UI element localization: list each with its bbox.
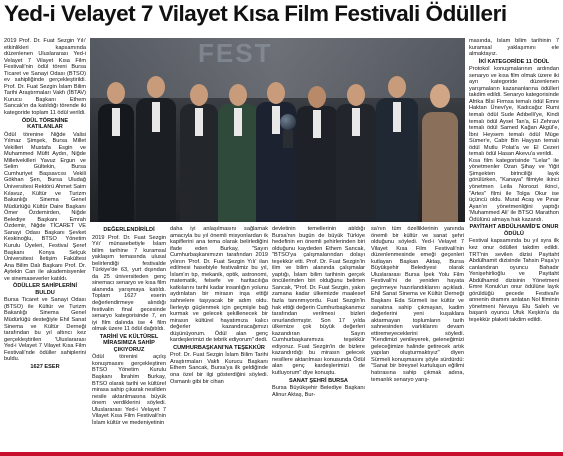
person-figure [336, 72, 376, 222]
subheading: PAYİTAHT ABDÜLHAMİD'E ONUR ÖDÜLÜ [469, 224, 559, 237]
article-column-2 [92, 226, 166, 450]
subheading: 1627 ESER [30, 363, 60, 370]
paragraph: Kısa film kategorisinde "Lelar" ile yönetmenler Ozan Şihay ve Yiğit Şimşekten birinciliği layık görülürken, "Kanaya" filmiyle ikinci yönetmen Leila Noroozi ikinci, "Artes" filmi ile Tolga Okur ise üçüncü oldu. Murat Acaş ve Pınar Ayan'ın yönetmenliğini yaptığı 'Muhammed Ali' ile BTSO Marathon Ödülünü almaya hak kazandı. [469, 157, 559, 223]
paragraph: 2019 Prof. Dr. Fuat Sezgin Yılı' münasebetiyle İslam bilim tarihine 7 kuramsal yaklaşım temasında ulusal belirlendiği festivalde Türkiye'de 63, yurt dışından da 25 üniversiteden genç sinemacı senaryo ve kısa film alanında yarışmaya katıldı. Toplam 1627 eserin değerlendirmeye alındığı festivalin final gecesinde senaryo kategorisinde 7, en iyi film dalında ise 4 film olmak üzere 11 ödül dağıtıldı. [92, 234, 166, 333]
person-figure [296, 74, 338, 222]
paragraph: daha iyi anlaşılmasını sağlamak amacıyla bu yıl önemli misyonlardan ik kapiflerini ana tema olarak belirlediğini ifade eden Burkay, "Sayın Cumhurbaşkanımızın tarafından 2019 yılının 'Prof. Dr. Fuat Sezgin Yılı' ilan edilmesi hasebiyle festivalimiz bu yıl, İslam'ın tıp, mekanik, optik, astronomi, matematik, felsefe ve haritacılığa katkılarını tarihi kadar insanlığın yolunu aydınlatan bir mirasın inşa ettiği sahnelere taşıyacak bir adım oldu. İlerleyip güçlenmek için geçmişle bağ kurmak ve gelecek şekillenecek bir mirasın kültürel hayatımıza kalıcı değerler kazandıracağımızı düşünüyorum. Ödül alan genç kardeşlerimizi de tebrik ediyorum" dedi. [170, 226, 268, 344]
person-figure [136, 66, 176, 222]
paragraph: devletinin temellerinin atıldığı Bursa'nın bugün de büyük Türkiye hedefinin en önemli şehirlerinden biri olduğunu kaydeden Ethem Sancak, "BTSO'ya çalışmalarından dolayı teşekkür etti. Prof. Dr. Fuat Sezgin'in ilim ve bilim alanında çalışmalar yaptığı, İslam bilim tarihinin gerçek öncülerinden biri olduğunu belirten Sancak, "Prof. Dr. Fuat Sezgin, yakın zamana kadar ülkemizde maalesef fazla tanınmıyordu. Fuat Sezgin'in hak ettiği değerin Cumhurbaşkanımız tarafından verilmesi bizleri onurlandırmıştır. Son 17 yılda ülkemize çok büyük değerleri kazandıran Sayın Cumhurbaşkanımıza teşekkür ediyoruz. Fuat Sezgin'in de bizlere kazandırdığı bu mirasın gelecek nesillere aktarılması konusunda Ödül alan genç kardeşlerimizi de kutluyorum" diye konuştu. [272, 226, 365, 377]
article-column-6 [469, 38, 559, 450]
person-figure [218, 72, 258, 222]
subheading: ÖDÜL TÖRENİNE KATILANLAR [21, 117, 69, 131]
person-figure [376, 66, 418, 222]
subheading: SANAT ŞEHRİ BURSA [289, 377, 348, 384]
headline: Yed-i Velayet 7 Vilayet Kısa Film Festivali Ödülleri [4, 1, 507, 26]
paragraph: sa'nın tüm özelliklerinin yanında önemli bir kültür ve sanat şehri olduğunu söyledi. Yed-i Velayet 7 Vilayet Kısa Film Festivali'nin düzenlenmesinde emeği geçenleri kutlayan Başkan Aktaş, Bursa Büyükşehir Belediyesi olarak Uluslararası Bursa İpek Yolu Film Festivali'ni de yeniden hayata geçirmeye hazırlandıklarını açıkladı. Ehil Sanat Sinema ve Kültür Derneği Başkanı Eda Sürmeli ise kültür ve sanatına sahip çıkmayan, kadim değerlerini yeni kuşaklara aktarmayan toplumların tarih sahnesinden varlıklarını devam ettiremeyeceklerini söyledi. "Kendimizi yenileyerek, geleneğimizi geleceğimize halinde getirecek artık yapılan oluşturmaktıyız" diyen Sürmeli konuşmasını şöyle sürdürdü: "Sanat bir bireysel kurtuluşun eğilimi hatırasına sahip çıkmak adına, temanlık senaryo yarış- [371, 226, 464, 383]
paragraph: Protokol konuşmalarının ardından senaryo ve kısa film olmak üzere iki ayrı kategoride düzenlenen yarışmaların kazananlarına ödülleri takdim edildi. Senaryo kategorisinde Afrika Bİsi Firmsa temalı ödül Emre Haktan Ünevi'ye, Kadıcağız Rumi temalı ödül Sude Adıbelli'ye, Kindi temalı ödül Aysel Tan'a, El Zehravi temalı ödül Samed Kağan Akgül'e, İbni Heysem temalı ödül Müge Sümer'e, Cabir Bin Hayyan temalı ödül Mutlu Polat'a ve El Cezeri temalı ödül Hasan Akevu'a verildi. [469, 66, 559, 158]
article-column-1 [4, 38, 86, 450]
backdrop-lettering: FEST [198, 38, 273, 68]
person-figure [420, 72, 460, 222]
award-ceremony-photo [90, 38, 465, 222]
subheading: CUMHURBAŞKANI'NA TEŞEKKÜR [173, 344, 265, 351]
paragraph: Bursa Büyükşehir Belediye Başkanı Alinur Aktaş, Bur- [272, 385, 365, 398]
subheading: ÖDÜLLER SAHİPLERİNİ BULDU [12, 283, 78, 296]
paragraph: Festival kapsamında bu yıl syra ilk kez onur ödülleri takdim edildi. TRT'nin sevilen dizisi Payitaht Abdülhamit dizisinde Tahsin Paşa'yı canlandıran oyuncu Bahadır Yenişehirlioğlu ve Payitaht Abdülhamid dizisinin Yönetmeni Emre Konuk'un onur ödülüne layık görüldüğü gecede Festival'e annenin dramını anlatan Nol filminin yönetmeni Nevaya Elu Saleh ve başarılı oyuncu Ufuk Keşkin'a da teşekkür plaketi takdim edildi. [469, 238, 559, 323]
paragraph: Ödül törenini açılış konuşmasını gerçekleştiren BTSO Yönetim Kurulu Başkanı İbrahim Burkay, BTSO olarak tarihi ve kültürel mirasa sahip çıkarak nesilden nesile aktarılmasına büyük önem verdiklerini söyledi. Uluslararası Yed-i Velayet 7 Vilayet Kısa Film Festivali'nin İslam kültür ve medeniyetinin [92, 354, 166, 426]
article-column-4 [272, 226, 365, 450]
paragraph: Ödül törenine Niğde Valisi Yılmaz Şimşek, Bursa Millet Vekilleri Mustafa Esgin ve Muhammed Müfit Aydın, Niğde Milletvekilleri Yavuz Ergun ve Selim Gültekin, Bursa Cumhuriyet Başsavcısı Vekili Gökhan Şen, Bursa Uludağ Üniversitesi Rektörü Ahmet Saim Kılavuz, Kültür ve Turizm Bakanlığı Sinema Genel Müdürlüğü Kültür Daire Başkanı Ömer Özdemirden, Niğde Belediye Başkanı Emrah Özdemir, Niğde TİCARET VE Sanayi Odası Başkanı Şevket Keskinoğlu, BTSO Yönetim Kurulu Üyeleri, Festival Şeref Başkanı Konya Selçuk Üniversitesi İletişim Fakültesi Ana Bilim Dalı Başkanı Prof. Dr. Aytekin Can ile akademisyenler ve sinemaseverler katıldı. [4, 131, 86, 282]
subheading: DEĞERLENDİRİLDİ [103, 227, 155, 233]
subheading: TARİHİ VE KÜLTÜREL MİRASIMIZA SAHİP ÇIKIYORUZ [99, 333, 159, 353]
footer-rule [0, 452, 563, 456]
article-column-5 [371, 226, 464, 450]
subheading: İKİ KATEGORİDE 11 ÖDÜL [478, 58, 550, 65]
paragraph: Prof. Dr. Fuat Sezgin İslam Bilim Tarihi Araştırmaları Vakfı Kurucu Başkanı Ethem Sancak, Bursa'ya ilk geldiğinde ona özel bir ilgi gösterdiğini söyledi. Osmanlı gibi bir cihan [170, 352, 268, 385]
paragraph: Bursa Ticaret ve Sanayi Odası (BTSO) ile Kültür ve Turizm Bakanlığı Sinema Genel Müdürlüğü desteğiyle Ehil Sanat Sinema ve Kültür Derneği tarafından bu yıl altıncı kez gerçekleştirilen 'Uluslararası Yed-i Velayet 7 Vilayet Kısa Film Festivali'nde ödüller sahiplerini buldu. [4, 297, 86, 363]
person-figure [180, 72, 218, 222]
article-column-3 [170, 226, 268, 450]
paragraph: 2019 Prof. Dr. Fuat Sezgin Yılı' etkinlikleri kapsamında düzenlenen Uluslararası Yed-i Velayet 7 Vilayet Kısa Film Festivali'nin ödül töreni Bursa Ticaret ve Sanayi Odası (BTSO) ev sahipliğinde gerçekleştirildi. Prof. Dr. Fuat Sezgin İslam Bilim Tarihi Araştırmaları Vakfı (İBTAV) Kurucu Başkanı Ethem Sancak'ın da katıldığı törende iki kategoride toplam 11 ödül verildi. [4, 38, 86, 117]
paragraph: masında, İslam bilim tarihinin 7 kuramsal yaklaşımını ele almaktayız. [469, 38, 559, 58]
person-figure [98, 72, 134, 222]
